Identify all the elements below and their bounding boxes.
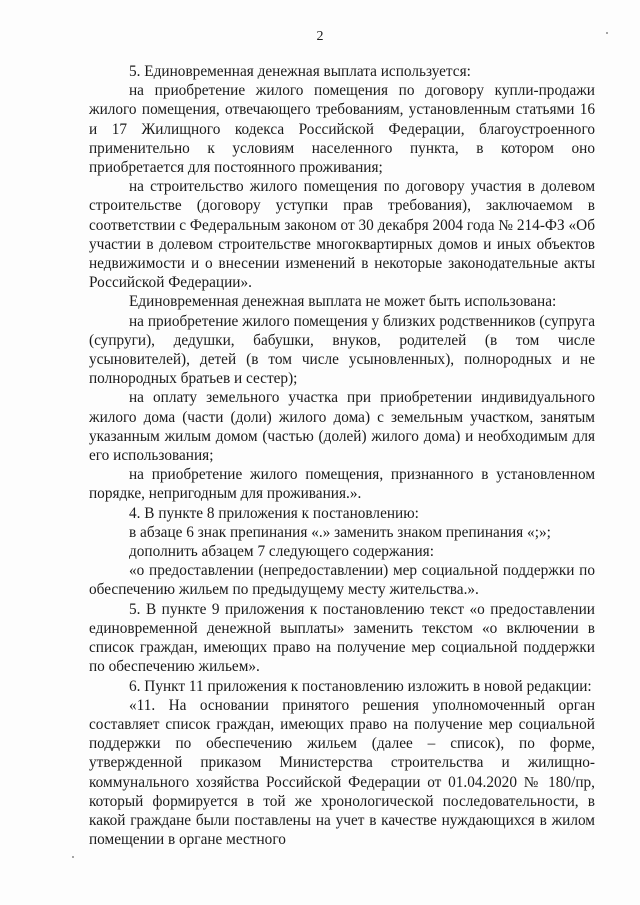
paragraph: дополнить абзацем 7 следующего содержания: [129, 543, 434, 561]
paragraph: Единовременная денежная выплата не может быть использована: [129, 293, 557, 311]
paragraph: на приобретение жилого помещения по договору купли-продажи жилого помещения, отвечающего требованиям, установленным статьями 16 и 17 Жилищного кодекса Российской Федерации, благоустроенного применительно к условиям населенного пункта, в котором оно приобретается для постоянного проживания; [89, 82, 595, 177]
paragraph: «11. На основании принятого решения уполномоченный орган составляет список граждан, имеющих право на получение мер социальной поддержки по обеспечению жильем (далее – список), по форме, утвержденной приказом Министерства строительства и жилищно-коммунального хозяйства Российской Федерации от 01.04.2020 № 180/пр, который формируется в той же хронологической последовательности, в какой граждане были поставлены на учет в качестве нуждающихся в жилом помещении в органе местного [89, 696, 595, 849]
paragraph: на строительство жилого помещения по договору участия в долевом строительстве (договору уступки прав требования), заключаемом в соответствии с Федеральным законом от 30 декабря 2004 года № 214-ФЗ «Об участии в долевом строительстве многоквартирных домов и иных объектов недвижимости и о внесении изменений в некоторые законодательные акты Российской Федерации». [89, 178, 595, 292]
scan-speck [72, 856, 74, 858]
paragraph: на оплату земельного участка при приобретении индивидуального жилого дома (части (доли) жилого дома) с земельным участком, занятым указанным жилым домом (частью (долей) жилого дома) и необходимым для его использования; [89, 389, 595, 465]
paragraph: 5. В пункте 9 приложения к постановлению текст «о предоставлении единовременной денежной выплаты» заменить текстом «о включении в список граждан, имеющих право на получение мер социальной поддержки по обеспечению жильем». [89, 600, 595, 676]
paragraph: «о предоставлении (непредоставлении) мер социальной поддержки по обеспечению жильем по предыдущему месту жительства.». [89, 562, 595, 599]
paragraph: 5. Единовременная денежная выплата используется: [129, 63, 471, 80]
page-number: 2 [316, 29, 324, 44]
scan-speck [606, 32, 608, 34]
paragraph: на приобретение жилого помещения у близких родственников (супруга (супруги), дедушки, бабушки, внуков, родителей (в том числе усыновителей), детей (в том числе усыновленных), полнородных и не полнородных братьев и сестер); [89, 312, 595, 388]
paragraph: в абзаце 6 знак препинания «.» заменить знаком препинания «;»; [129, 523, 551, 541]
paragraph: 4. В пункте 8 приложения к постановлению: [129, 504, 419, 522]
paragraph: 6. Пункт 11 приложения к постановлению изложить в новой редакции: [129, 677, 592, 695]
document-body [89, 62, 595, 849]
paragraph: на приобретение жилого помещения, признанного в установленном порядке, непригодным для проживания.». [89, 466, 595, 503]
